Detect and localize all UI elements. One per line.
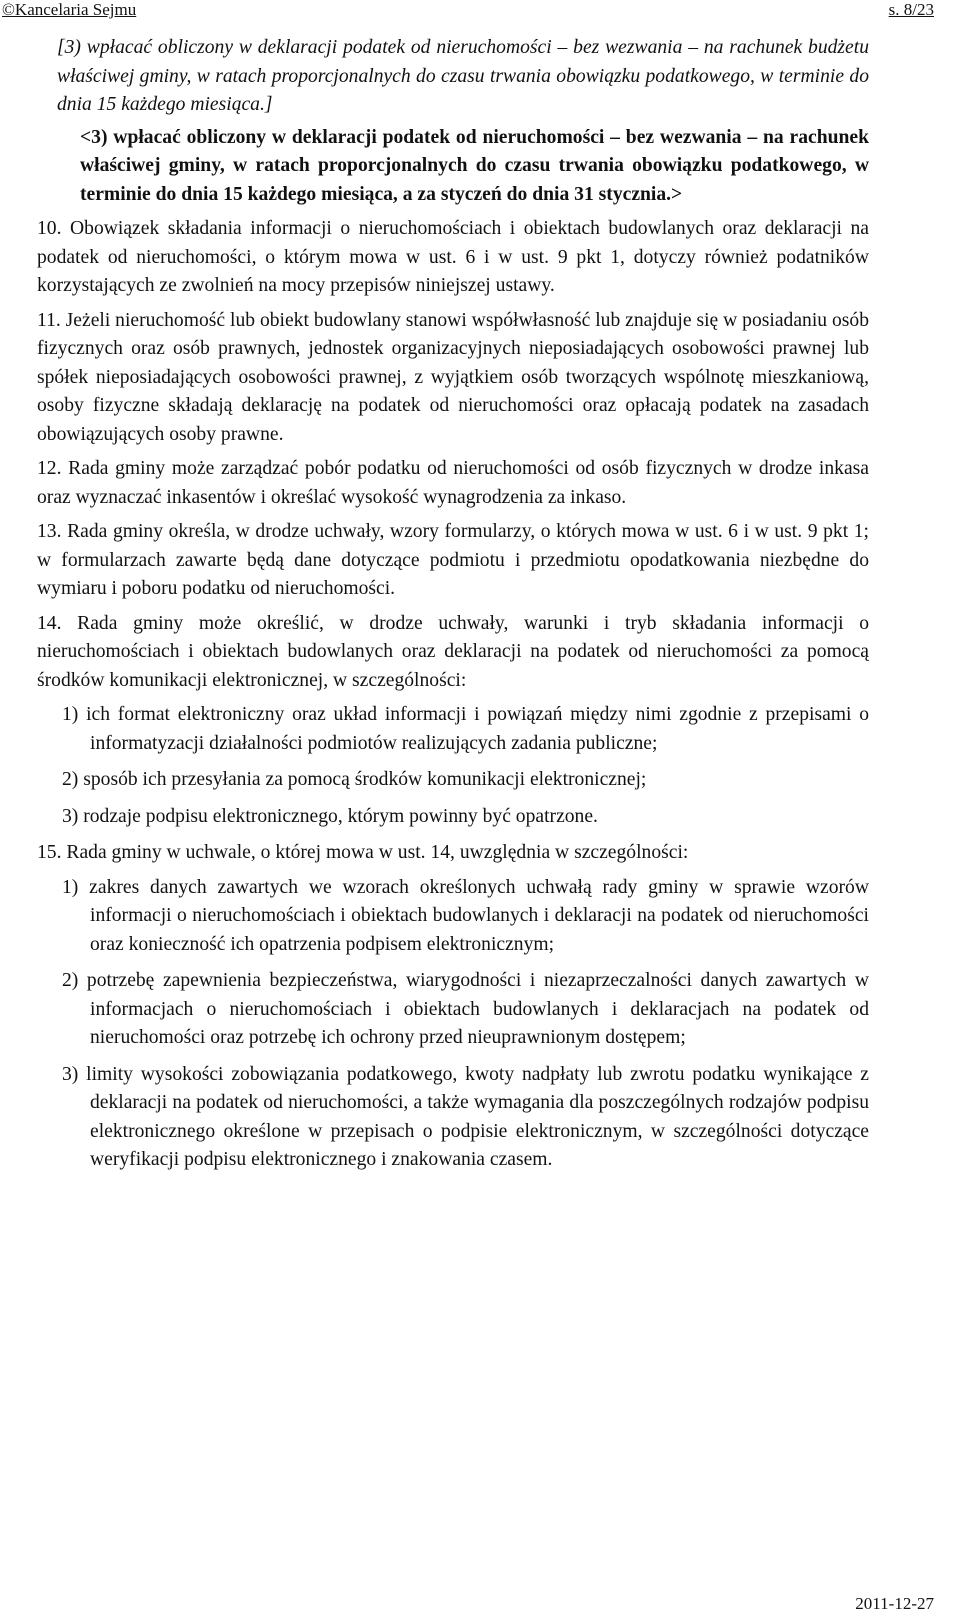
document-body	[37, 34, 869, 1183]
paragraph-14-item-2: 2) sposób ich przesyłania za pomocą środków komunikacji elektronicznej;	[62, 769, 647, 790]
paragraph-14: 14. Rada gminy może określić, w drodze uchwały, warunki i tryb składania informacji o nieruchomościach i obiektach budowlanych oraz deklaracji na podatek od nieruchomości za pomocą środków komunikacji elektronicznej, w szczególności:	[37, 612, 869, 691]
page-number: s. 8/23	[888, 0, 934, 19]
paragraph-13: 13. Rada gminy określa, w drodze uchwały, wzory formularzy, o których mowa w ust. 6 i w ust. 9 pkt 1; w formularzach zawarte będą dane dotyczące podmiotu i przedmiotu opodatkowania niezbędne do wymiaru i poboru podatku od nieruchomości.	[37, 521, 869, 599]
repealed-provision-3: [3) wpłacać obliczony w deklaracji podatek od nieruchomości – bez wezwania – na rachunek budżetu właściwej gminy, w ratach proporcjonalnych do czasu trwania obowiązku podatkowego, w terminie do dnia 15 każdego miesiąca.]	[57, 37, 869, 115]
paragraph-10: 10. Obowiązek składania informacji o nieruchomościach i obiektach budowlanych oraz deklaracji na podatek od nieruchomości, o którym mowa w ust. 6 i w ust. 9 pkt 1, dotyczy również podatników korzystających ze zwolnień na mocy przepisów niniejszej ustawy.	[37, 218, 869, 296]
footer-date: 2011-12-27	[855, 1594, 934, 1613]
new-provision-3: <3) wpłacać obliczony w deklaracji podatek od nieruchomości – bez wezwania – na rachunek właściwej gminy, w ratach proporcjonalnych do czasu trwania obowiązku podatkowego, w terminie do dnia 15 każdego miesiąca, a za styczeń do dnia 31 stycznia.>	[80, 126, 869, 205]
paragraph-14-item-3: 3) rodzaje podpisu elektronicznego, którym powinny być opatrzone.	[62, 805, 598, 827]
paragraph-15-item-1: 1) zakres danych zawartych we wzorach określonych uchwałą rady gminy w sprawie wzorów informacji o nieruchomościach i obiektach budowlanych i deklaracji na podatek od nieruchomości oraz konieczność ich opatrzenia podpisem elektronicznym;	[62, 876, 869, 955]
paragraph-15: 15. Rada gminy w uchwale, o której mowa w ust. 14, uwzględnia w szczególności:	[37, 842, 689, 863]
paragraph-14-item-1: 1) ich format elektroniczny oraz układ informacji i powiązań między nimi zgodnie z przepisami o informatyzacji działalności podmiotów realizujących zadania publiczne;	[62, 704, 869, 754]
paragraph-15-item-3: 3) limity wysokości zobowiązania podatkowego, kwoty nadpłaty lub zwrotu podatku wynikające z deklaracji na podatek od nieruchomości, a także wymagania dla poszczególnych rodzajów podpisu elektronicznego określone w przepisach o podpisie elektronicznym, w szczególności dotyczące weryfikacji podpisu elektronicznego i znakowania czasem.	[62, 1063, 869, 1170]
header-source: ©Kancelaria Sejmu	[2, 0, 137, 19]
paragraph-15-item-2: 2) potrzebę zapewnienia bezpieczeństwa, wiarygodności i niezaprzeczalności danych zawartych w informacjach o nieruchomościach i obiektach budowlanych i deklaracjach na podatek od nieruchomości oraz potrzebę ich ochrony przed nieuprawnionym dostępem;	[62, 970, 869, 1048]
paragraph-11: 11. Jeżeli nieruchomość lub obiekt budowlany stanowi współwłasność lub znajduje się w posiadaniu osób fizycznych oraz osób prawnych, jednostek organizacyjnych nieposiadających osobowości prawnej lub spółek nieposiadających osobowości prawnej, z wyjątkiem osób tworzących wspólnotę mieszkaniową, osoby fizyczne składają deklarację na podatek od nieruchomości oraz opłacają podatek na zasadach obowiązujących osoby prawne.	[37, 309, 869, 445]
paragraph-12: 12. Rada gminy może zarządzać pobór podatku od nieruchomości od osób fizycznych w drodze inkasa oraz wyznaczać inkasentów i określać wysokość wynagrodzenia za inkaso.	[37, 458, 869, 508]
